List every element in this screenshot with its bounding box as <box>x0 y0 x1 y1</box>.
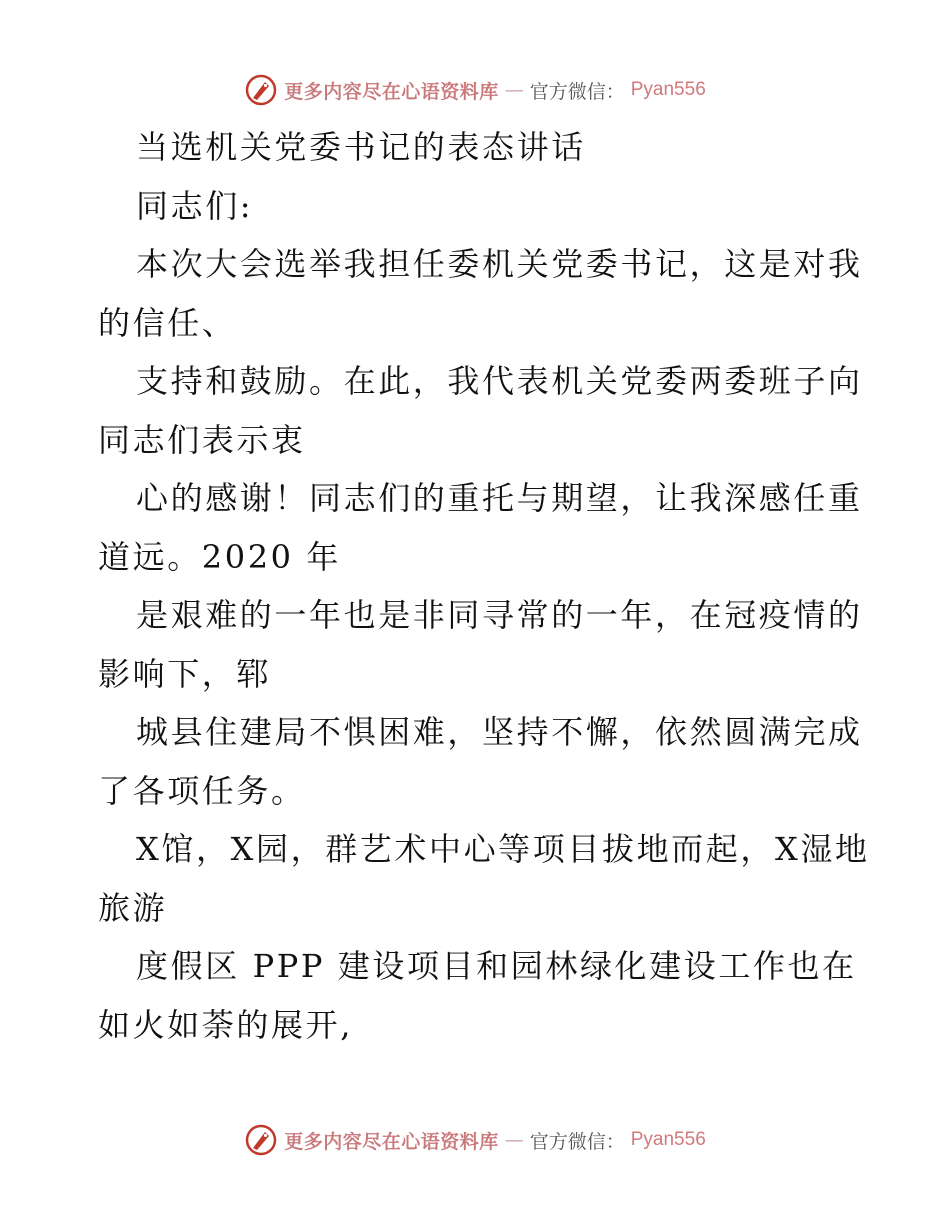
document-body <box>98 118 870 1054</box>
pen-nib-logo-icon <box>244 1123 278 1157</box>
text-line: 同志们表示衷 <box>98 420 306 459</box>
text-line: X馆，X园，群艺术中心等项目拔地而起，X湿地 <box>136 830 870 868</box>
footer-watermark <box>0 1120 950 1160</box>
text-line: 旅游 <box>98 888 168 927</box>
text-line: 城县住建局不惧困难，坚持不懈，依然圆满完成 <box>136 713 863 751</box>
text-line: 度假区 PPP 建设项目和园林绿化建设工作也在 <box>136 947 857 985</box>
text-line: 本次大会选举我担任委机关党委书记，这是对我 <box>136 245 863 283</box>
text-line: 的信任、 <box>98 303 237 342</box>
watermark-separator: — <box>504 79 524 101</box>
header-watermark <box>0 70 950 110</box>
watermark-wechat-id: Pyan556 <box>630 1129 706 1150</box>
pen-nib-logo-icon <box>244 73 278 107</box>
text-line: 是艰难的一年也是非同寻常的一年，在冠疫情的 <box>136 596 863 634</box>
text-line: 影响下，郓 <box>98 654 272 693</box>
text-line: 支持和鼓励。在此，我代表机关党委两委班子向 <box>136 362 863 400</box>
document-title: 当选机关党委书记的表态讲话 <box>136 128 586 166</box>
text-line: 如火如荼的展开, <box>98 1005 353 1044</box>
text-line: 道远。2020 年 <box>98 537 342 576</box>
watermark-label: 官方微信： <box>529 1130 625 1153</box>
watermark-text: 更多内容尽在心语资料库 <box>284 1130 499 1153</box>
text-line: 心的感谢！同志们的重托与期望，让我深感任重 <box>136 479 863 517</box>
text-line: 了各项任务。 <box>98 771 306 810</box>
watermark-wechat-id: Pyan556 <box>630 79 706 100</box>
watermark-label: 官方微信： <box>529 80 625 103</box>
watermark-separator: — <box>504 1129 524 1151</box>
watermark-text: 更多内容尽在心语资料库 <box>284 80 499 103</box>
salutation: 同志们: <box>136 186 254 225</box>
